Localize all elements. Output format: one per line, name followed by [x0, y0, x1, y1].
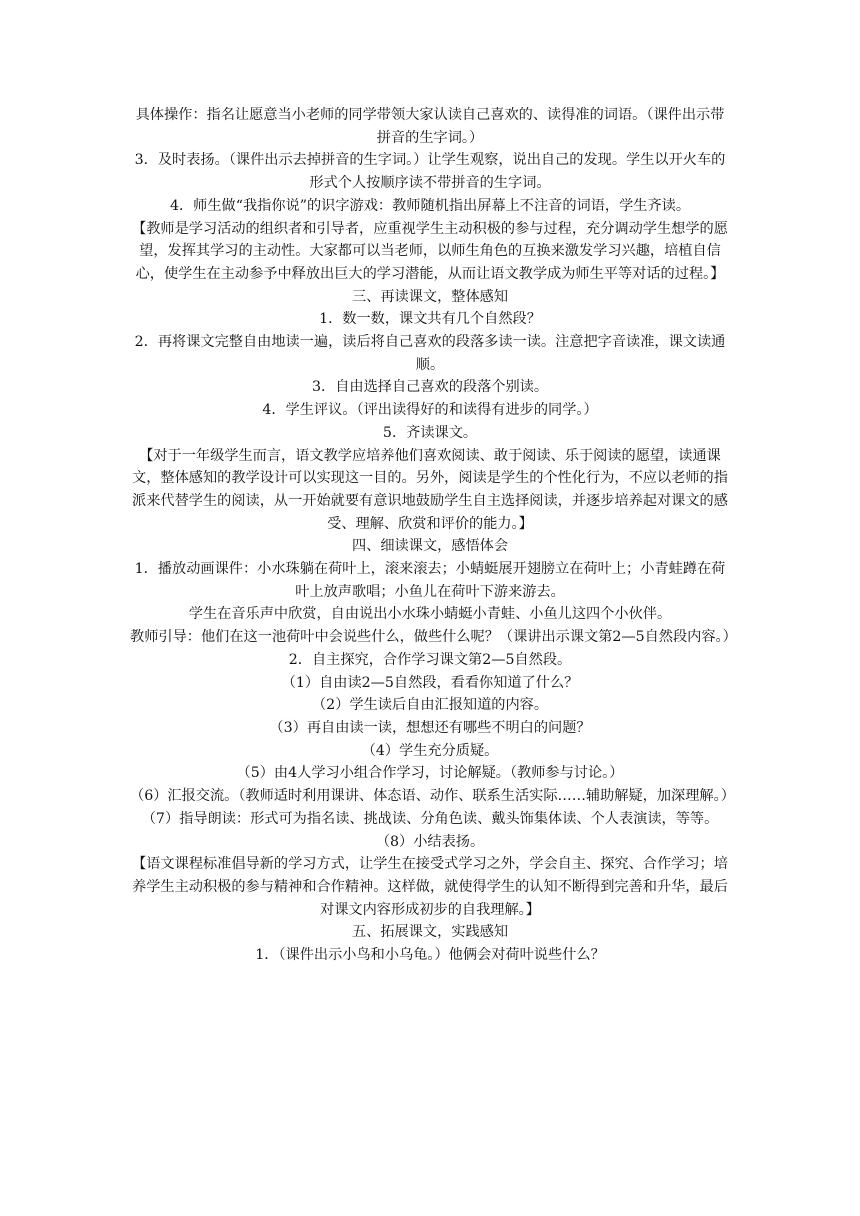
paragraph-play-animation: 1．播放动画课件：小水珠躺在荷叶上，滚来滚去；小蜻蜓展开翅膀立在荷叶上；小青蛙蹲在荷叶上放声歌唱；小鱼儿在荷叶下游来游去。	[134, 561, 726, 600]
paragraph-operation-detail: 具体操作：指名让愿意当小老师的同学带领大家认读自己喜欢的、读得准的词语。（课件出示带拼音的生字词。）	[135, 107, 725, 146]
section-heading-3: 三、再读课文，整体感知	[351, 288, 509, 305]
list-item-6: （6）汇报交流。（教师适时利用课讲、体态语、动作、联系生活实际……辅助解疑，加深理解。）	[130, 788, 735, 805]
paragraph-step-4-game: 4．师生做“我指你说”的识字游戏：教师随机指出屏幕上不注音的词语，学生齐读。	[169, 197, 691, 214]
paragraph-self-study: 2．自主探究，合作学习课文第2—5自然段。	[288, 651, 572, 668]
section-heading-5: 五、拓展课文，实践感知	[351, 924, 509, 941]
list-item-8: （8）小结表扬。	[375, 833, 485, 850]
list-item-4: （4）学生充分质疑。	[361, 742, 499, 759]
paragraph-extension-1: 1．（课件出示小鸟和小乌龟。）他俩会对荷叶说些什么？	[255, 947, 605, 964]
paragraph-commentary-1: 【教师是学习活动的组织者和引导者，应重视学生主动积极的参与过程，充分调动学生想学的愿望，发挥其学习的主动性。大家都可以当老师，以师生角色的互换来激发学习兴趣，培植自信心，使学生在主动参予中释放出巨大的学习潜能，从而让语文教学成为师生平等对话的过程。】	[132, 220, 728, 282]
list-item-7: （7）指导朗读：形式可为指名读、挑战读、分角色读、戴头饰集体读、个人表演读，等等。	[141, 810, 719, 827]
list-item-2: （2）学生读后自由汇报知道的内容。	[311, 697, 549, 714]
paragraph-count-paragraphs: 1．数一数，课文共有几个自然段？	[319, 311, 541, 328]
list-item-5: （5）由4人学习小组合作学习，讨论解疑。（教师参与讨论。）	[236, 765, 624, 782]
paragraph-teacher-guide: 教师引导：他们在这一池荷叶中会说些什么，做些什么呢？（课讲出示课文第2—5自然段内容。）	[130, 629, 737, 646]
paragraph-student-review: 4．学生评议。（评出读得好的和读得有进步的同学。）	[262, 402, 598, 419]
section-heading-4: 四、细读课文，感悟体会	[351, 538, 509, 555]
paragraph-commentary-2: 【对于一年级学生而言，语文教学应培养他们喜欢阅读、敢于阅读、乐于阅读的愿望，读通课文，整体感知的教学设计可以实现这一目的。另外，阅读是学生的个性化行为，不应以老师的指派来代替学生的阅读，从一开始就要有意识地鼓励学生自主选择阅读，并逐步培养起对课文的感受、理解、欣赏和评价的能力。】	[132, 447, 728, 532]
paragraph-step-3-praise: 3．及时表扬。（课件出示去掉拼音的生字词。）让学生观察，说出自己的发现。学生以开火车的形式个人按顺序读不带拼音的生字词。	[134, 152, 726, 192]
paragraph-read-together: 5．齐读课文。	[382, 424, 478, 441]
document-body	[130, 104, 737, 967]
paragraph-music-appreciation: 学生在音乐声中欣赏，自由说出小水珠小蜻蜓小青蛙、小鱼儿这四个小伙伴。	[188, 606, 672, 623]
list-item-3: （3）再自由读一读，想想还有哪些不明白的问题？	[269, 719, 591, 736]
paragraph-read-again: 2．再将课文完整自由地读一遍，读后将自己喜欢的段落多读一读。注意把字音读准，课文读通顺。	[134, 334, 726, 373]
paragraph-commentary-3: 【语文课程标准倡导新的学习方式，让学生在接受式学习之外，学会自主、探究、合作学习；培养学生主动积极的参与精神和合作精神。这样做，就使得学生的认知不断得到完善和升华，最后对课文内容形成初步的自我理解。】	[132, 856, 728, 918]
list-item-1: （1）自由读2—5自然段，看看你知道了什么？	[281, 674, 579, 691]
paragraph-choose-read: 3．自由选择自己喜欢的段落个别读。	[311, 379, 549, 396]
